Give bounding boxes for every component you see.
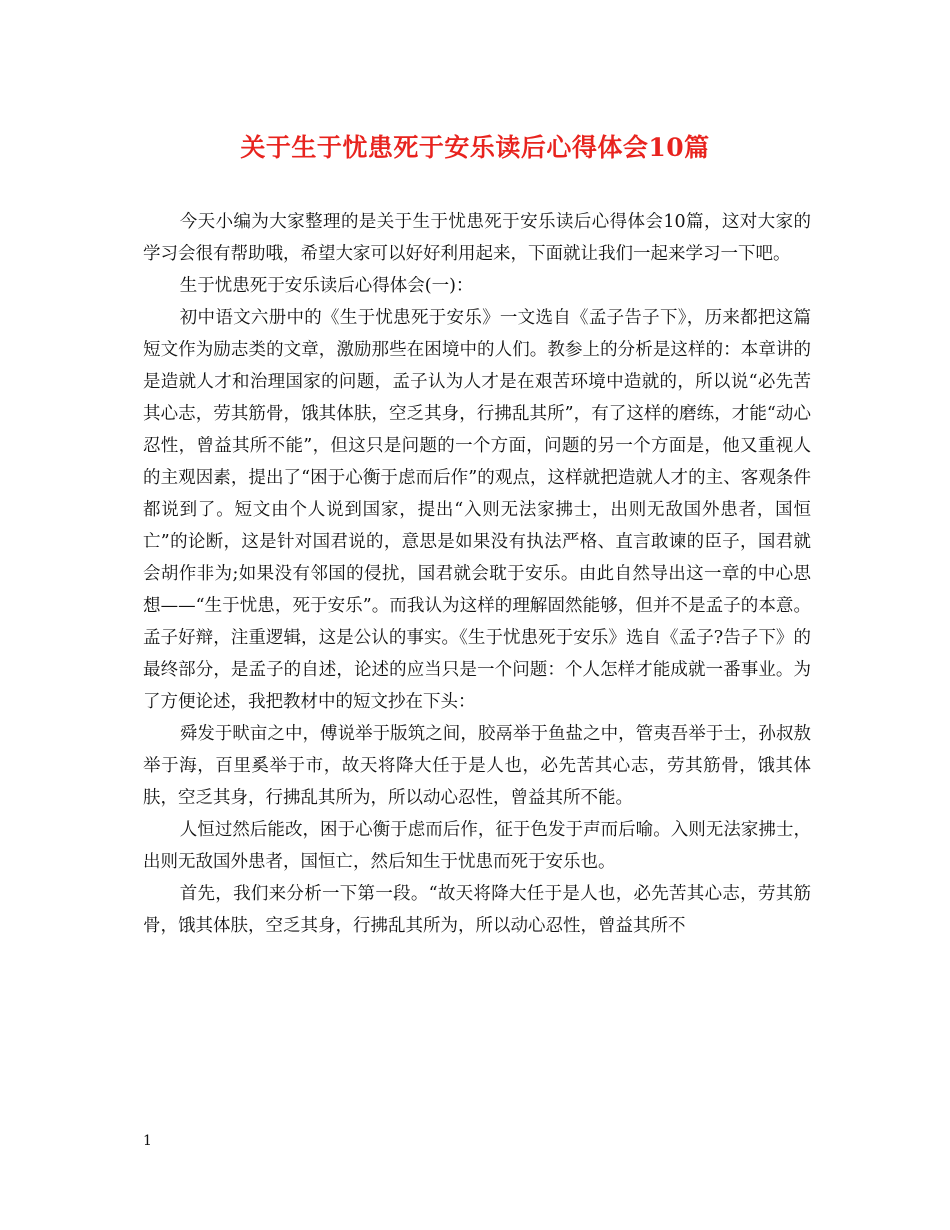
paragraph-section-heading: 生于忧患死于安乐读后心得体会(一)： [179,276,474,296]
document-body [143,206,811,942]
document-title: 关于生于忧患死于安乐读后心得体会10篇 [240,133,710,162]
page-number: 1 [143,1133,152,1149]
paragraph-quote-second: 人恒过然后能改，困于心衡于虑而后作，征于色发于声而后喻。入则无法家拂士，出则无敌国外患者，国恒亡，然后知生于忧患而死于安乐也。 [143,820,811,872]
paragraph-intro: 今天小编为大家整理的是关于生于忧患死于安乐读后心得体会10篇，这对大家的学习会很有帮助哦，希望大家可以好好利用起来，下面就让我们一起来学习一下吧。 [143,212,811,264]
paragraph-discussion: 首先，我们来分析一下第一段。“故天将降大任于是人也，必先苦其心志，劳其筋骨，饿其体肤，空乏其身，行拂乱其所为，所以动心忍性，曾益其所不 [143,884,811,936]
paragraph-analysis: 初中语文六册中的《生于忧患死于安乐》一文选自《孟子告子下》，历来都把这篇短文作为励志类的文章，激励那些在困境中的人们。教参上的分析是这样的：本章讲的是造就人才和治理国家的问题，孟子认为人才是在艰苦环境中造就的，所以说“必先苦其心志，劳其筋骨，饿其体肤，空乏其身，行拂乱其所”，有了这样的磨练，才能“动心忍性，曾益其所不能”，但这只是问题的一个方面，问题的另一个方面是，他又重视人的主观因素，提出了“困于心衡于虑而后作”的观点，这样就把造就人才的主、客观条件都说到了。短文由个人说到国家，提出“入则无法家拂士，出则无敌国外患者，国恒亡”的论断，这是针对国君说的，意思是如果没有执法严格、直言敢谏的臣子，国君就会胡作非为;如果没有邻国的侵扰，国君就会耽于安乐。由此自然导出这一章的中心思想——“生于忧患，死于安乐”。而我认为这样的理解固然能够，但并不是孟子的本意。孟子好辩，注重逻辑，这是公认的事实。《生于忧患死于安乐》选自《孟子?告子下》的最终部分，是孟子的自述，论述的应当只是一个问题：个人怎样才能成就一番事业。为了方便论述，我把教材中的短文抄在下头： [143,308,811,712]
paragraph-quote-first: 舜发于畎亩之中，傅说举于版筑之间，胶鬲举于鱼盐之中，管夷吾举于士，孙叔敖举于海，百里奚举于市，故天将降大任于是人也，必先苦其心志，劳其筋骨，饿其体肤，空乏其身，行拂乱其所为，所以动心忍性，曾益其所不能。 [143,724,811,808]
